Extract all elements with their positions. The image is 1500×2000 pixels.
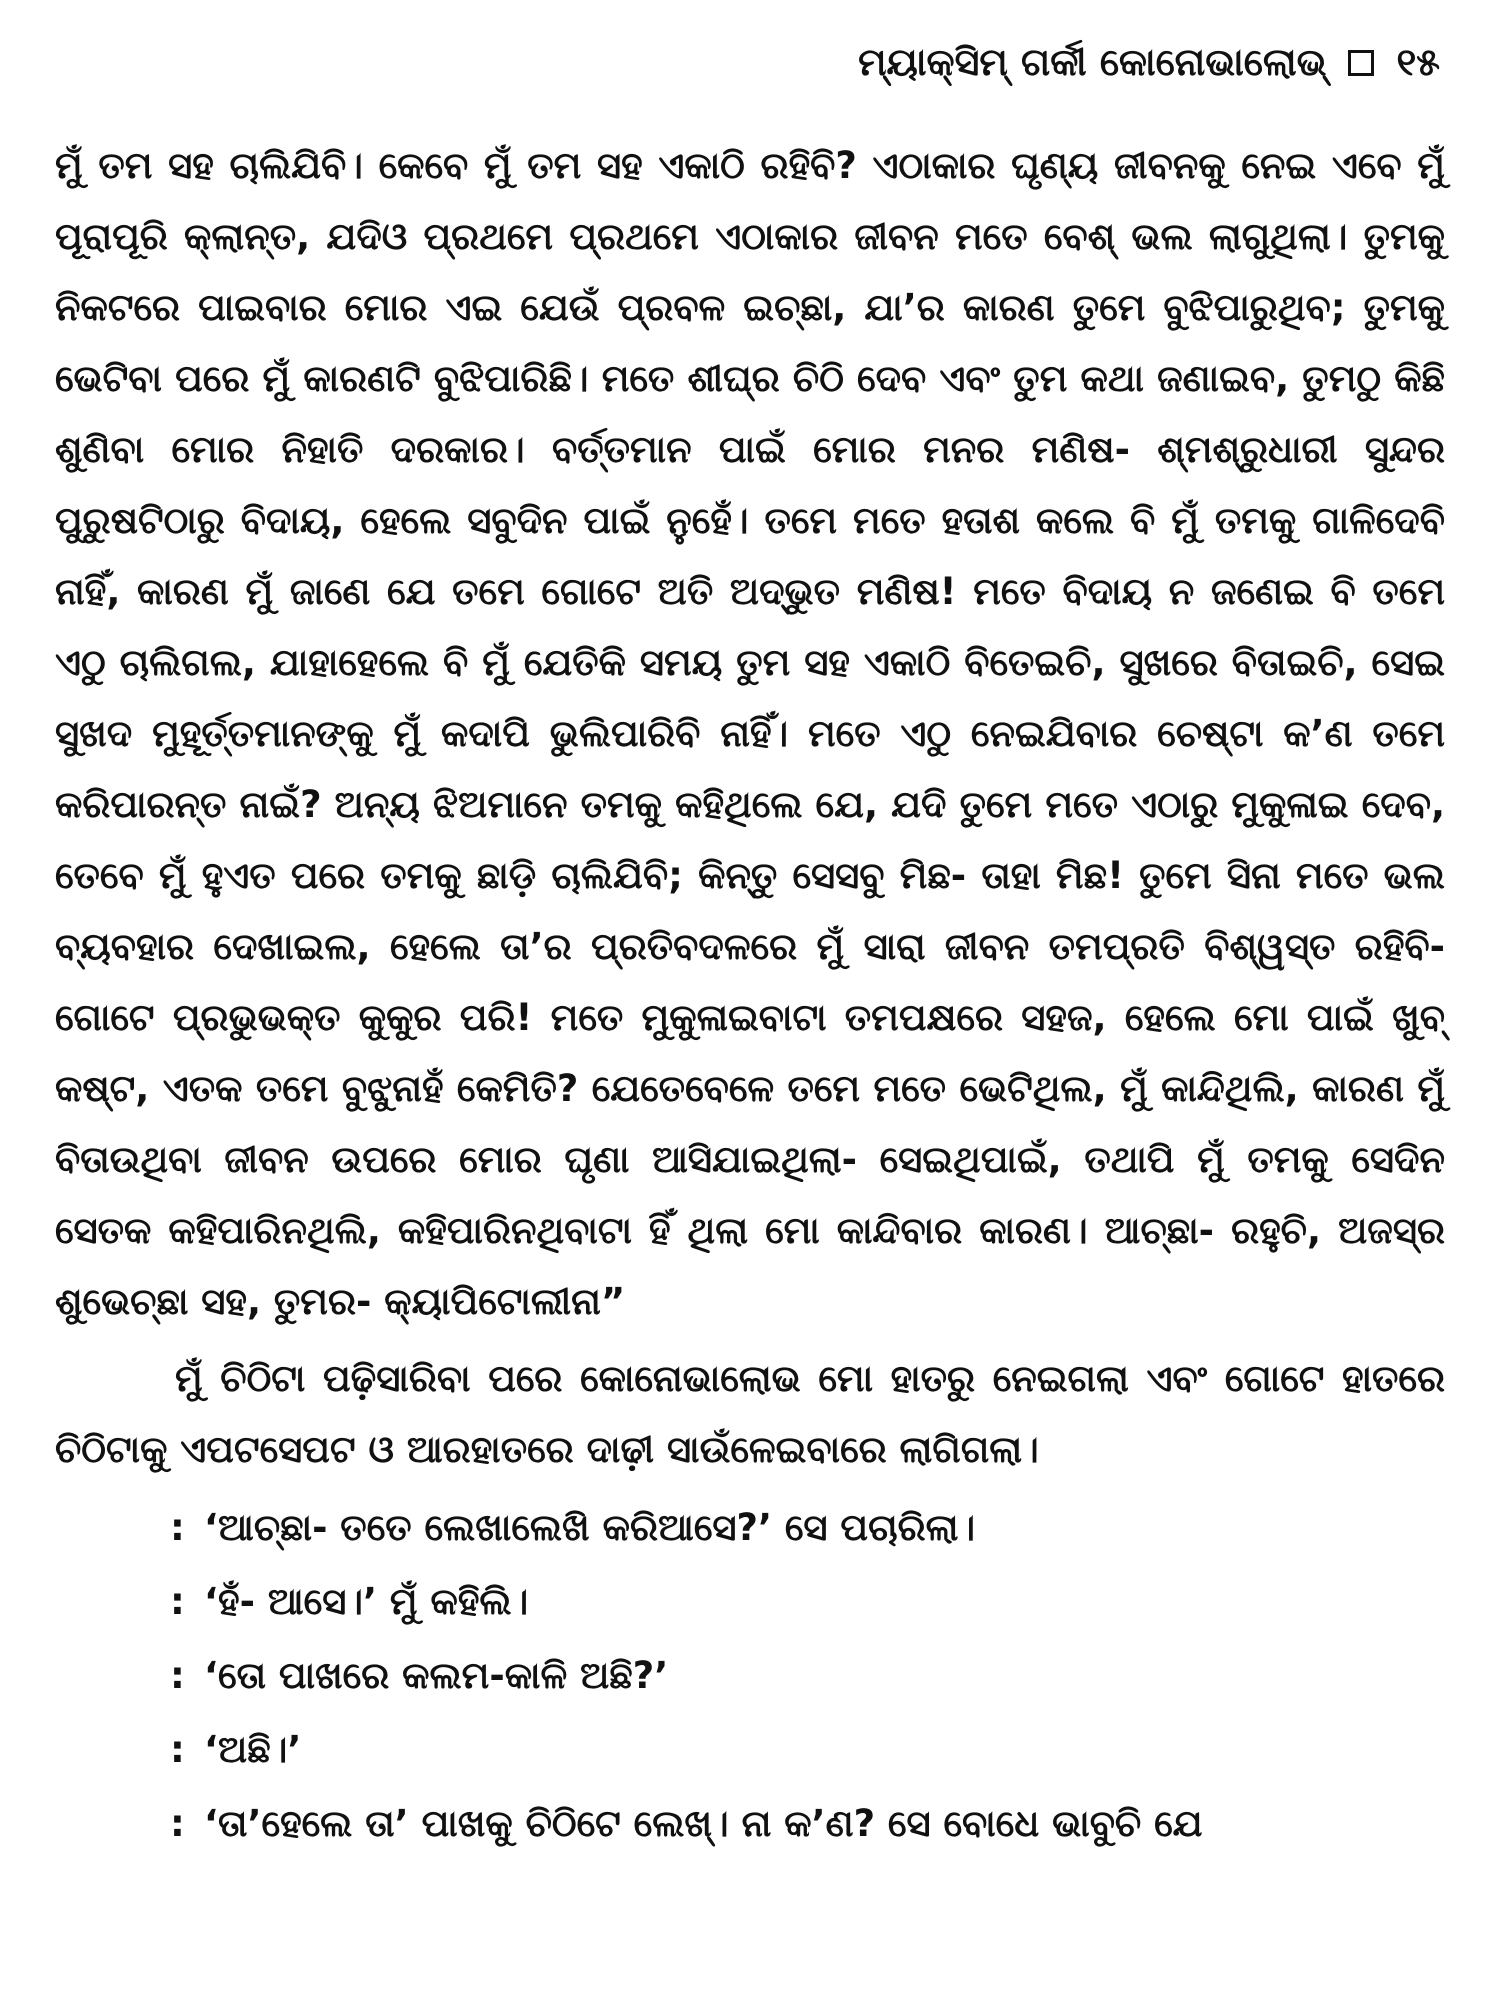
- dialogue-text: ‘ଆଚ୍ଛା- ତତେ ଲେଖାଲେଖି କରିଆସେ?’ ସେ ପଚାରିଲା।: [204, 1506, 976, 1549]
- dialogue-text: ‘ଅଛି।’: [204, 1728, 302, 1771]
- dialogue-marker: :: [170, 1580, 185, 1623]
- dialogue-marker: :: [170, 1728, 185, 1771]
- body-text: [55, 130, 1445, 1861]
- dialogue-line: [55, 1639, 1445, 1713]
- running-title: ମ୍ୟାକ୍ସିମ୍ ଗର୍କୀ କୋନୋଭାଲୋଭ୍: [858, 40, 1327, 84]
- dialogue-text: ‘ତୋ ପାଖରେ କଲମ-କାଳି ଅଛି?’: [204, 1654, 669, 1697]
- dialogue-line: [55, 1491, 1445, 1565]
- dialogue-line: [55, 1787, 1445, 1861]
- dialogue-marker: :: [170, 1654, 185, 1697]
- dialogue-line: [55, 1713, 1445, 1787]
- dialogue-marker: :: [170, 1506, 185, 1549]
- running-header: [858, 40, 1440, 85]
- dialogue-line: [55, 1565, 1445, 1639]
- page-number: ୧୫: [1396, 40, 1440, 84]
- dialogue-marker: :: [170, 1802, 185, 1845]
- dialogue-block: [55, 1491, 1445, 1861]
- dialogue-text: ‘ହଁ- ଆସେ।’ ମୁଁ କହିଲି।: [204, 1580, 529, 1623]
- dialogue-text: ‘ତା’ହେଲେ ତା’ ପାଖକୁ ଚିଠିଟେ ଲେଖ୍। ନା କ’ଣ? ସେ ବୋଧେ ଭାବୁଚି ଯେ: [204, 1802, 1203, 1845]
- paragraph-letter: ମୁଁ ତମ ସହ ଚାଲିଯିବି। କେବେ ମୁଁ ତମ ସହ ଏକାଠି ରହିବି? ଏଠାକାର ଘୃଣ୍ୟ ଜୀବନକୁ ନେଇ ଏବେ ମୁଁ ପୂରାପୂରି କ୍ଲାନ୍ତ, ଯଦିଓ ପ୍ରଥମେ ପ୍ରଥମେ ଏଠାକାର ଜୀବନ ମତେ ବେଶ୍ ଭଲ ଲାଗୁଥିଲା। ତୁମକୁ ନିକଟରେ ପାଇବାର ମୋର ଏଇ ଯେଉଁ ପ୍ରବଳ ଇଚ୍ଛା, ଯା’ର କାରଣ ତୁମେ ବୁଝିପାରୁଥିବ; ତୁମକୁ ଭେଟିବା ପରେ ମୁଁ କାରଣଟି ବୁଝିପାରିଛି। ମତେ ଶୀଘ୍ର ଚିଠି ଦେବ ଏବଂ ତୁମ କଥା ଜଣାଇବ, ତୁମଠୁ କିଛି ଶୁଣିବା ମୋର ନିହାତି ଦରକାର। ବର୍ତ୍ତମାନ ପାଇଁ ମୋର ମନର ମଣିଷ- ଶ୍ମଶ୍ରୁଧାରୀ ସୁନ୍ଦର ପୁରୁଷଟିଠାରୁ ବିଦାୟ, ହେଲେ ସବୁଦିନ ପାଇଁ ନୁହେଁ। ତମେ ମତେ ହତାଶ କଲେ ବି ମୁଁ ତମକୁ ଗାଳିଦେବି ନାହିଁ, କାରଣ ମୁଁ ଜାଣେ ଯେ ତମେ ଗୋଟେ ଅତି ଅଦ୍ଭୁତ ମଣିଷ! ମତେ ବିଦାୟ ନ ଜଣେଇ ବି ତମେ ଏଠୁ ଚାଲିଗଲ, ଯାହାହେଲେ ବି ମୁଁ ଯେତିକି ସମୟ ତୁମ ସହ ଏକାଠି ବିତେଇଚି, ସୁଖରେ ବିତାଇଚି, ସେଇ ସୁଖଦ ମୁହୂର୍ତ୍ତମାନଙ୍କୁ ମୁଁ କଦାପି ଭୁଲିପାରିବି ନାହିଁ। ମତେ ଏଠୁ ନେଇଯିବାର ଚେଷ୍ଟା କ’ଣ ତମେ କରିପାରନ୍ତ ନାଇଁ? ଅନ୍ୟ ଝିଅମାନେ ତମକୁ କହିଥିଲେ ଯେ, ଯଦି ତୁମେ ମତେ ଏଠାରୁ ମୁକୁଳାଇ ଦେବ, ତେବେ ମୁଁ ହୁଏତ ପରେ ତମକୁ ଛାଡ଼ି ଚାଲିଯିବି; କିନ୍ତୁ ସେସବୁ ମିଛ- ତାହା ମିଛ! ତୁମେ ସିନା ମତେ ଭଲ ବ୍ୟବହାର ଦେଖାଇଲ, ହେଲେ ତା’ର ପ୍ରତିବଦଳରେ ମୁଁ ସାରା ଜୀବନ ତମପ୍ରତି ବିଶ୍ୱସ୍ତ ରହିବି- ଗୋଟେ ପ୍ରଭୁଭକ୍ତ କୁକୁର ପରି! ମତେ ମୁକୁଳାଇବାଟା ତମପକ୍ଷରେ ସହଜ, ହେଲେ ମୋ ପାଇଁ ଖୁବ୍ କଷ୍ଟ, ଏତକ ତମେ ବୁଝୁନାହଁ କେମିତି? ଯେତେବେଳେ ତମେ ମତେ ଭେଟିଥିଲ, ମୁଁ କାନ୍ଦିଥିଲି, କାରଣ ମୁଁ ବିତାଉଥିବା ଜୀବନ ଉପରେ ମୋର ଘୃଣା ଆସିଯାଇଥିଲା- ସେଇଥିପାଇଁ, ତଥାପି ମୁଁ ତମକୁ ସେଦିନ ସେତକ କହିପାରିନଥିଲି, କହିପାରିନଥିବାଟା ହିଁ ଥିଲା ମୋ କାନ୍ଦିବାର କାରଣ। ଆଚ୍ଛା- ରହୁଚି, ଅଜସ୍ର ଶୁଭେଚ୍ଛା ସହ, ତୁମର- କ୍ୟାପିଟୋଲୀନା”: [55, 144, 1445, 1323]
- square-ornament-icon: [1348, 50, 1374, 76]
- paragraph-narration: ମୁଁ ଚିଠିଟା ପଢ଼ିସାରିବା ପରେ କୋନୋଭାଲୋଭ ମୋ ହାତରୁ ନେଇଗଲା ଏବଂ ଗୋଟେ ହାତରେ ଚିଠିଟାକୁ ଏପଟସେପଟ ଓ ଆରହାତରେ ଦାଢ଼ୀ ସାଉଁଳେଇବାରେ ଲାଗିଗଲା।: [55, 1357, 1445, 1471]
